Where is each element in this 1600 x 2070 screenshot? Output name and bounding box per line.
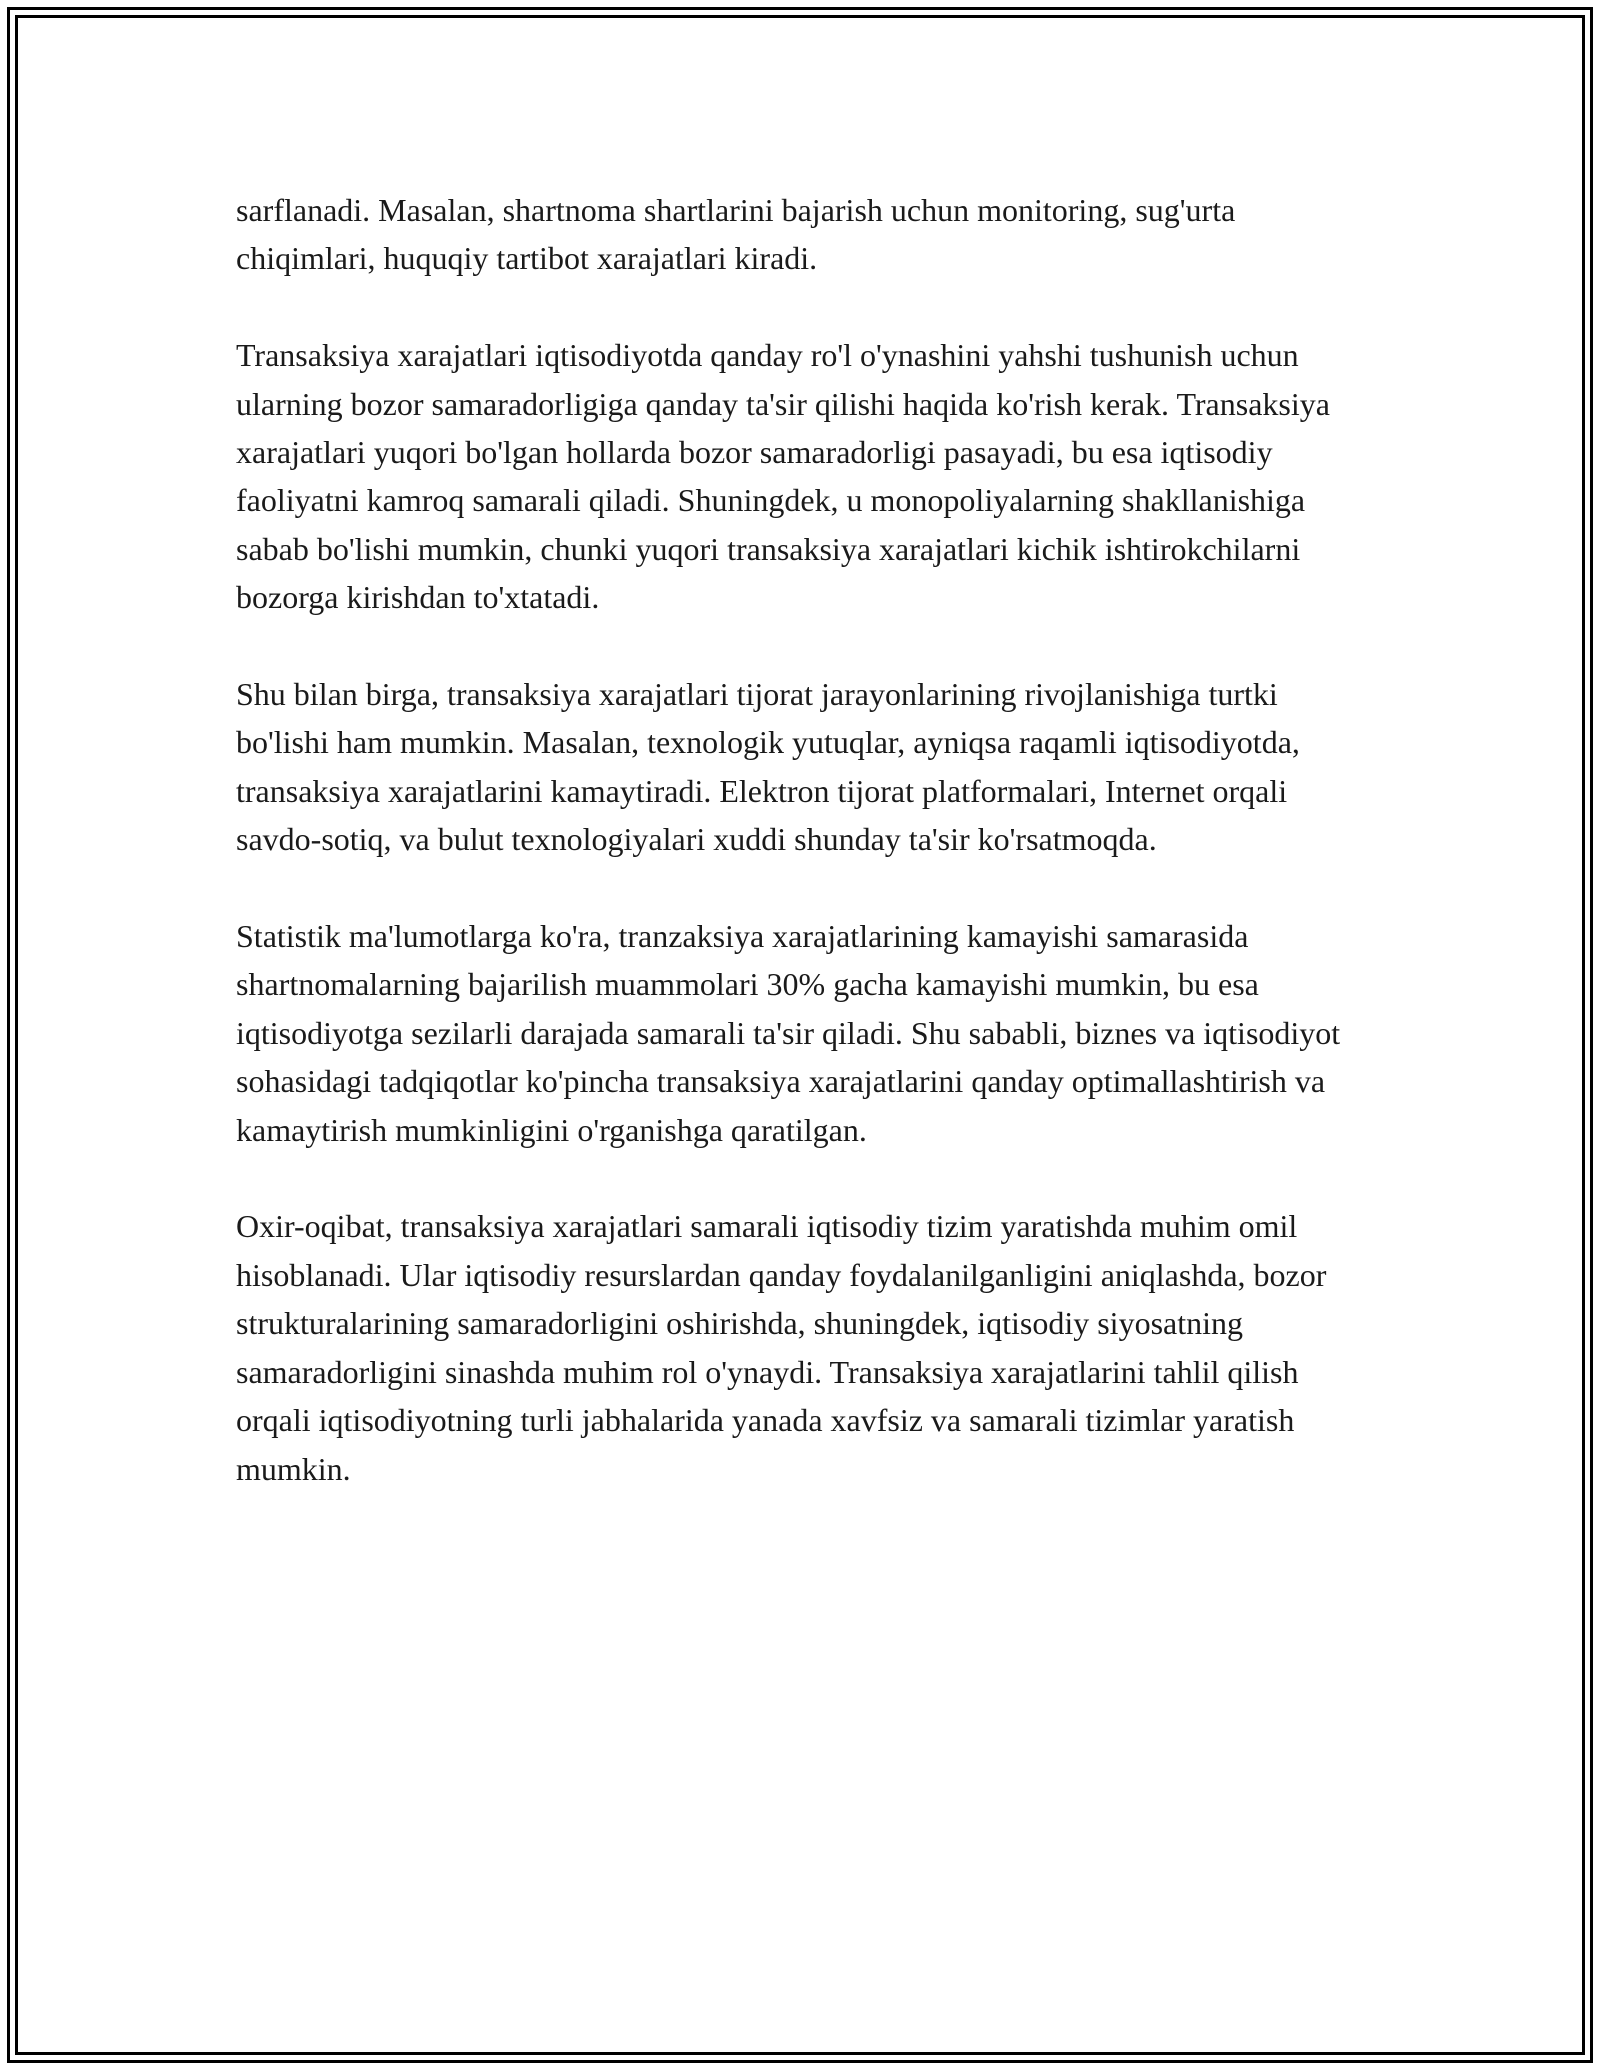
paragraph-4: Statistik ma'lumotlarga ko'ra, tranzaksiya xarajatlarining kamayishi samarasida shartnomalarning bajarilish muammolari 30% gacha kamayishi mumkin, bu esa iqtisodiyotga sezilarli darajada samarali ta'sir qiladi. Shu sababli, biznes va iqtisodiyot sohasidagi tadqiqotlar ko'pincha transaksiya xarajatlarini qanday optimallashtirish va kamaytirish mumkinligini o'rganishga qaratilgan. [236, 918, 1341, 1148]
document-body [236, 186, 1364, 1493]
paragraph-3: Shu bilan birga, transaksiya xarajatlari tijorat jarayonlarining rivojlanishiga turtki bo'lishi ham mumkin. Masalan, texnologik yutuqlar, ayniqsa raqamli iqtisodiyotda, transaksiya xarajatlarini kamaytiradi. Elektron tijorat platformalari, Internet orqali savdo-sotiq, va bulut texnologiyalari xuddi shunday ta'sir ko'rsatmoqda. [236, 676, 1300, 858]
paragraph-2: Transaksiya xarajatlari iqtisodiyotda qanday ro'l o'ynashini yahshi tushunish uchun ularning bozor samaradorligiga qanday ta'sir qilishi haqida ko'rish kerak. Transaksiya xarajatlari yuqori bo'lgan hollarda bozor samaradorligi pasayadi, bu esa iqtisodiy faoliyatni kamroq samarali qiladi. Shuningdek, u monopoliyalarning shakllanishiga sabab bo'lishi mumkin, chunki yuqori transaksiya xarajatlari kichik ishtirokchilarni bozorga kirishdan to'xtatadi. [236, 337, 1330, 616]
paragraph-1: sarflanadi. Masalan, shartnoma shartlarini bajarish uchun monitoring, sug'urta chiqimlari, huquqiy tartibot xarajatlari kiradi. [236, 192, 1236, 277]
paragraph-5: Oxir-oqibat, transaksiya xarajatlari samarali iqtisodiy tizim yaratishda muhim omil hisoblanadi. Ular iqtisodiy resurslardan qanday foydalanilganligini aniqlashda, bozor strukturalarining samaradorligini oshirishda, shuningdek, iqtisodiy siyosatning samaradorligini sinashda muhim rol o'ynaydi. Transaksiya xarajatlarini tahlil qilish orqali iqtisodiyotning turli jabhalarida yanada xavfsiz va samarali tizimlar yaratish mumkin. [236, 1208, 1327, 1487]
